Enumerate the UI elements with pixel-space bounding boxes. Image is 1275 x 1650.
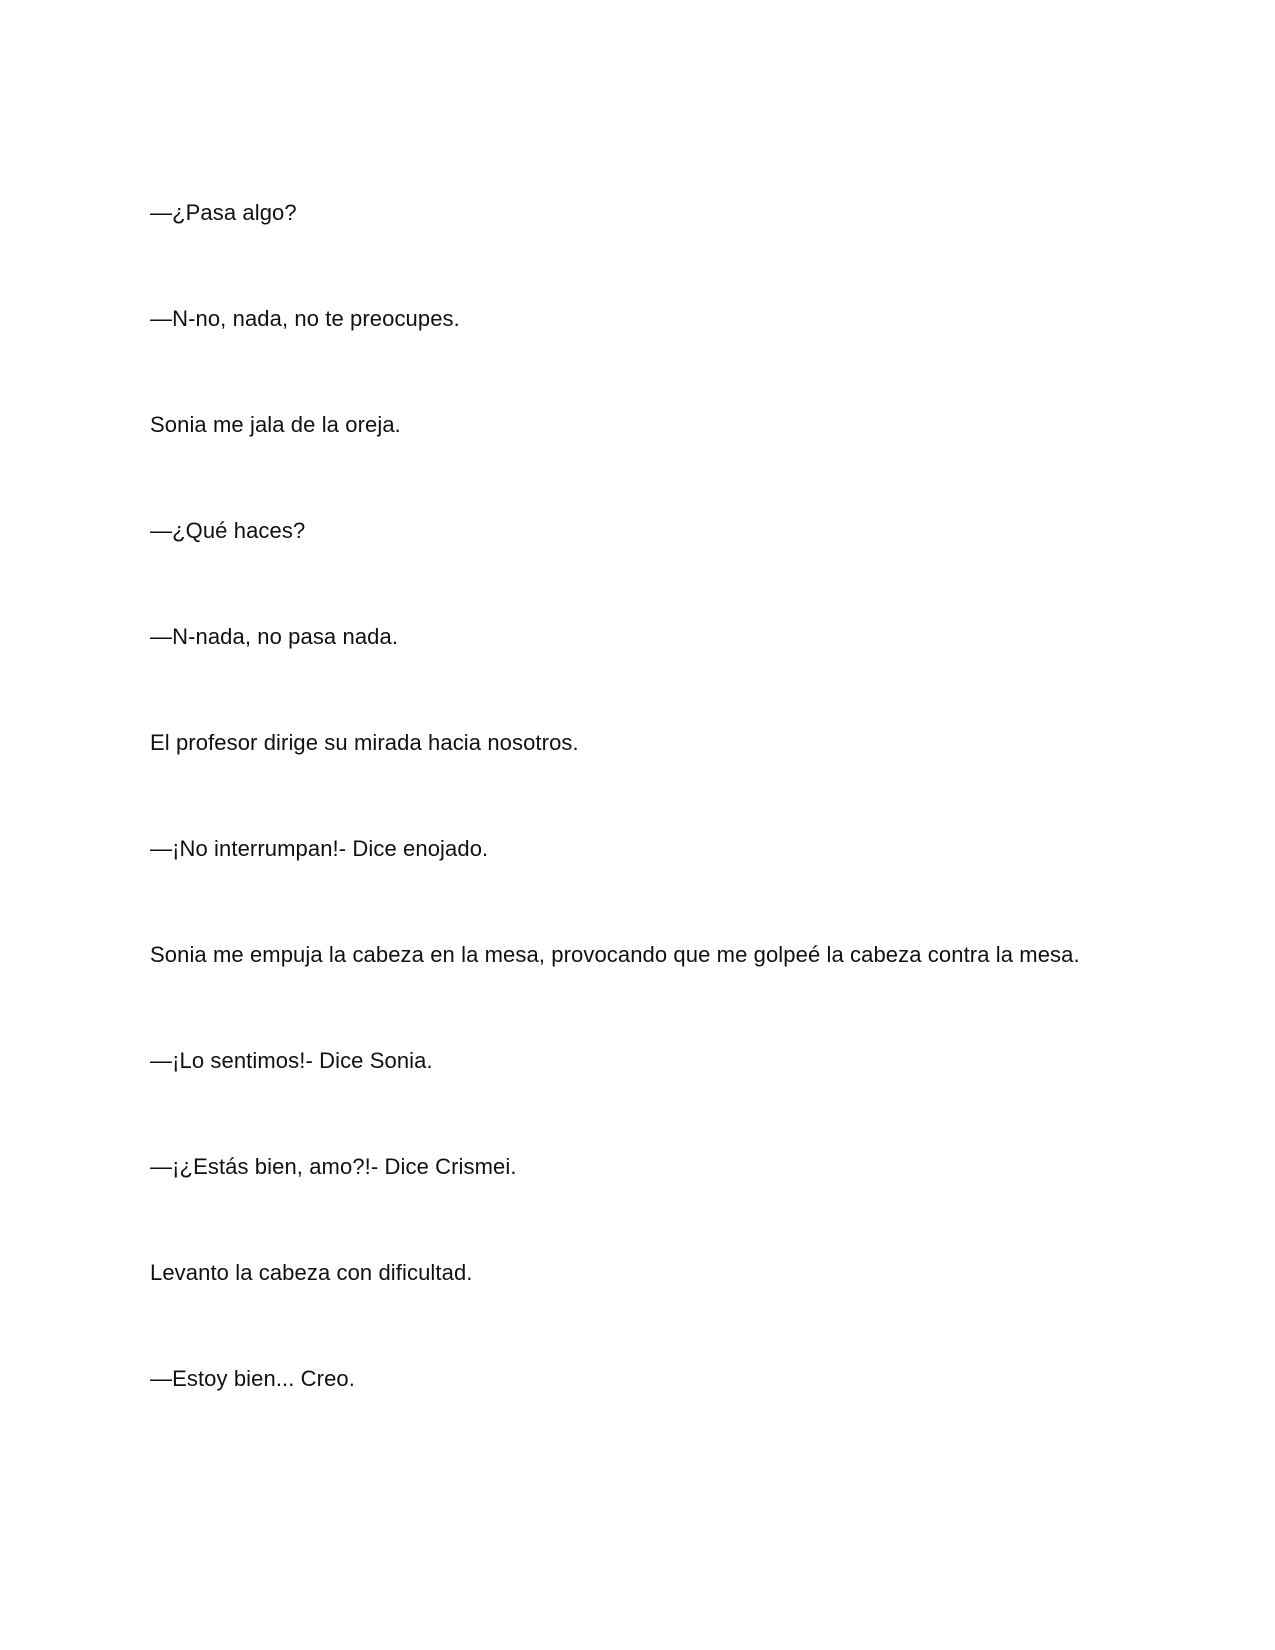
narration-line: El profesor dirige su mirada hacia nosotros. [150, 730, 579, 755]
dialogue-line: —¡Lo sentimos!- Dice Sonia. [150, 1048, 433, 1073]
narration-line: Sonia me empuja la cabeza en la mesa, provocando que me golpeé la cabeza contra la mesa. [150, 942, 1080, 967]
narration-line: Levanto la cabeza con dificultad. [150, 1260, 473, 1285]
dialogue-line: —¿Pasa algo? [150, 200, 297, 225]
dialogue-line: —N-no, nada, no te preocupes. [150, 306, 460, 331]
dialogue-line: —N-nada, no pasa nada. [150, 624, 399, 649]
document-body [150, 198, 1150, 1470]
dialogue-line: —¡No interrumpan!- Dice enojado. [150, 836, 489, 861]
dialogue-line: —¡¿Estás bien, amo?!- Dice Crismei. [150, 1154, 517, 1179]
narration-line: Sonia me jala de la oreja. [150, 412, 401, 437]
dialogue-line: —¿Qué haces? [150, 518, 306, 543]
dialogue-line: —Estoy bien... Creo. [150, 1366, 355, 1391]
